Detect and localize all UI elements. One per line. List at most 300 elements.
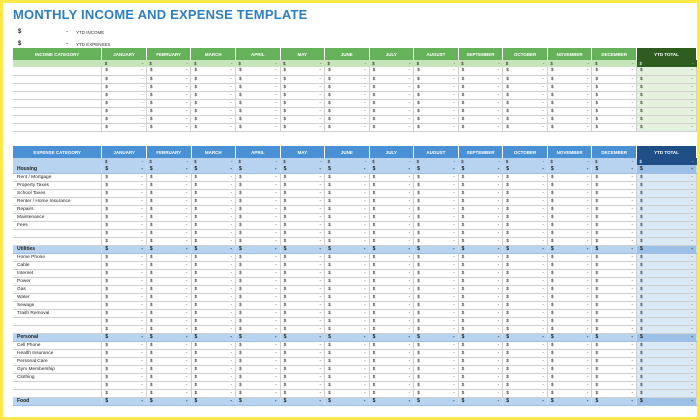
- expense-amount-cell[interactable]: [236, 309, 281, 317]
- expense-amount-cell[interactable]: [280, 253, 325, 261]
- expense-ytd-cell[interactable]: [637, 349, 697, 357]
- income-amount-cell[interactable]: [146, 83, 191, 91]
- group-total-cell[interactable]: [102, 397, 147, 405]
- expense-amount-cell[interactable]: [547, 349, 592, 357]
- expense-amount-cell[interactable]: [102, 221, 147, 229]
- expense-amount-cell[interactable]: [369, 277, 414, 285]
- group-total-cell[interactable]: [146, 333, 191, 341]
- group-total-cell[interactable]: [369, 397, 414, 405]
- month-total-cell[interactable]: [414, 158, 459, 165]
- expense-ytd-cell[interactable]: [637, 389, 697, 397]
- expense-amount-cell[interactable]: [414, 317, 459, 325]
- expense-amount-cell[interactable]: [146, 341, 191, 349]
- group-total-cell[interactable]: [280, 165, 325, 173]
- expense-amount-cell[interactable]: [547, 213, 592, 221]
- income-amount-cell[interactable]: [592, 67, 637, 75]
- group-total-cell[interactable]: [592, 397, 637, 405]
- expense-amount-cell[interactable]: [280, 309, 325, 317]
- month-total-cell[interactable]: [592, 60, 637, 67]
- month-total-cell[interactable]: [503, 158, 548, 165]
- income-amount-cell[interactable]: [102, 67, 147, 75]
- expense-amount-cell[interactable]: [191, 325, 236, 333]
- income-ytd-cell[interactable]: [637, 67, 697, 75]
- expense-category-cell[interactable]: Property Taxes: [13, 181, 102, 189]
- expense-amount-cell[interactable]: [325, 301, 370, 309]
- month-total-cell[interactable]: [325, 60, 370, 67]
- expense-ytd-cell[interactable]: [637, 269, 697, 277]
- expense-amount-cell[interactable]: [503, 229, 548, 237]
- income-amount-cell[interactable]: [592, 107, 637, 115]
- expense-amount-cell[interactable]: [369, 221, 414, 229]
- expense-amount-cell[interactable]: [547, 197, 592, 205]
- expense-amount-cell[interactable]: [369, 285, 414, 293]
- expense-amount-cell[interactable]: [414, 253, 459, 261]
- expense-amount-cell[interactable]: [369, 389, 414, 397]
- expense-amount-cell[interactable]: [547, 285, 592, 293]
- expense-amount-cell[interactable]: [280, 317, 325, 325]
- expense-amount-cell[interactable]: [236, 277, 281, 285]
- expense-amount-cell[interactable]: [503, 253, 548, 261]
- income-amount-cell[interactable]: [414, 99, 459, 107]
- expense-amount-cell[interactable]: [369, 213, 414, 221]
- expense-amount-cell[interactable]: [191, 229, 236, 237]
- expense-amount-cell[interactable]: [503, 205, 548, 213]
- income-amount-cell[interactable]: [146, 67, 191, 75]
- expense-amount-cell[interactable]: [547, 221, 592, 229]
- income-amount-cell[interactable]: [414, 67, 459, 75]
- expense-amount-cell[interactable]: [592, 357, 637, 365]
- expense-amount-cell[interactable]: [280, 357, 325, 365]
- income-amount-cell[interactable]: [146, 123, 191, 131]
- expense-amount-cell[interactable]: [236, 213, 281, 221]
- income-amount-cell[interactable]: [280, 123, 325, 131]
- expense-category-cell[interactable]: Rent / Mortgage: [13, 173, 102, 181]
- month-total-cell[interactable]: [236, 158, 281, 165]
- expense-amount-cell[interactable]: [236, 269, 281, 277]
- expense-amount-cell[interactable]: [414, 293, 459, 301]
- expense-amount-cell[interactable]: [414, 229, 459, 237]
- expense-amount-cell[interactable]: [414, 205, 459, 213]
- expense-amount-cell[interactable]: [547, 205, 592, 213]
- expense-amount-cell[interactable]: [414, 213, 459, 221]
- expense-amount-cell[interactable]: [458, 373, 503, 381]
- expense-amount-cell[interactable]: [414, 381, 459, 389]
- expense-amount-cell[interactable]: [592, 277, 637, 285]
- expense-ytd-cell[interactable]: [637, 381, 697, 389]
- expense-amount-cell[interactable]: [146, 293, 191, 301]
- expense-category-cell[interactable]: Power: [13, 277, 102, 285]
- group-total-cell[interactable]: [458, 397, 503, 405]
- expense-amount-cell[interactable]: [547, 237, 592, 245]
- expense-amount-cell[interactable]: [503, 325, 548, 333]
- income-amount-cell[interactable]: [146, 91, 191, 99]
- expense-amount-cell[interactable]: [280, 189, 325, 197]
- expense-amount-cell[interactable]: [191, 389, 236, 397]
- income-amount-cell[interactable]: [235, 83, 280, 91]
- expense-amount-cell[interactable]: [236, 317, 281, 325]
- expense-amount-cell[interactable]: [325, 309, 370, 317]
- expense-amount-cell[interactable]: [369, 381, 414, 389]
- group-total-cell[interactable]: [503, 397, 548, 405]
- expense-amount-cell[interactable]: [414, 373, 459, 381]
- expense-amount-cell[interactable]: [236, 205, 281, 213]
- expense-amount-cell[interactable]: [369, 309, 414, 317]
- expense-amount-cell[interactable]: [280, 349, 325, 357]
- expense-amount-cell[interactable]: [547, 253, 592, 261]
- expense-amount-cell[interactable]: [547, 373, 592, 381]
- group-total-cell[interactable]: [369, 333, 414, 341]
- income-amount-cell[interactable]: [414, 123, 459, 131]
- expense-ytd-cell[interactable]: [637, 373, 697, 381]
- income-amount-cell[interactable]: [235, 91, 280, 99]
- group-total-cell[interactable]: [547, 397, 592, 405]
- expense-amount-cell[interactable]: [146, 373, 191, 381]
- expense-amount-cell[interactable]: [414, 189, 459, 197]
- group-ytd-cell[interactable]: [637, 165, 697, 173]
- expense-amount-cell[interactable]: [458, 173, 503, 181]
- expense-ytd-cell[interactable]: [637, 229, 697, 237]
- expense-category-cell[interactable]: [13, 325, 102, 333]
- expense-amount-cell[interactable]: [369, 205, 414, 213]
- expense-amount-cell[interactable]: [102, 389, 147, 397]
- expense-amount-cell[interactable]: [547, 173, 592, 181]
- expense-amount-cell[interactable]: [146, 365, 191, 373]
- expense-amount-cell[interactable]: [547, 381, 592, 389]
- expense-amount-cell[interactable]: [547, 269, 592, 277]
- expense-category-cell[interactable]: [13, 389, 102, 397]
- income-category-cell[interactable]: [13, 67, 102, 75]
- income-amount-cell[interactable]: [369, 67, 414, 75]
- expense-amount-cell[interactable]: [503, 261, 548, 269]
- group-total-cell[interactable]: [280, 333, 325, 341]
- expense-amount-cell[interactable]: [503, 357, 548, 365]
- income-category-cell[interactable]: [13, 99, 102, 107]
- expense-amount-cell[interactable]: [191, 365, 236, 373]
- expense-amount-cell[interactable]: [592, 189, 637, 197]
- income-amount-cell[interactable]: [503, 75, 548, 83]
- expense-amount-cell[interactable]: [146, 173, 191, 181]
- income-amount-cell[interactable]: [325, 123, 370, 131]
- expense-amount-cell[interactable]: [280, 237, 325, 245]
- income-amount-cell[interactable]: [191, 75, 236, 83]
- income-amount-cell[interactable]: [369, 107, 414, 115]
- group-total-cell[interactable]: [236, 245, 281, 253]
- expense-amount-cell[interactable]: [592, 261, 637, 269]
- expense-ytd-cell[interactable]: [637, 189, 697, 197]
- expense-amount-cell[interactable]: [547, 389, 592, 397]
- expense-amount-cell[interactable]: [458, 285, 503, 293]
- expense-amount-cell[interactable]: [236, 237, 281, 245]
- expense-amount-cell[interactable]: [191, 309, 236, 317]
- expense-amount-cell[interactable]: [503, 309, 548, 317]
- income-amount-cell[interactable]: [547, 123, 592, 131]
- expense-amount-cell[interactable]: [191, 357, 236, 365]
- expense-amount-cell[interactable]: [547, 261, 592, 269]
- income-amount-cell[interactable]: [191, 107, 236, 115]
- expense-amount-cell[interactable]: [503, 277, 548, 285]
- expense-category-cell[interactable]: School Taxes: [13, 189, 102, 197]
- expense-amount-cell[interactable]: [414, 261, 459, 269]
- income-ytd-cell[interactable]: [637, 115, 697, 123]
- expense-amount-cell[interactable]: [369, 269, 414, 277]
- expense-amount-cell[interactable]: [458, 341, 503, 349]
- expense-amount-cell[interactable]: [325, 293, 370, 301]
- expense-amount-cell[interactable]: [191, 261, 236, 269]
- income-amount-cell[interactable]: [547, 99, 592, 107]
- expense-amount-cell[interactable]: [191, 269, 236, 277]
- expense-amount-cell[interactable]: [547, 317, 592, 325]
- expense-amount-cell[interactable]: [102, 261, 147, 269]
- expense-amount-cell[interactable]: [146, 389, 191, 397]
- income-amount-cell[interactable]: [102, 75, 147, 83]
- expense-amount-cell[interactable]: [191, 349, 236, 357]
- expense-amount-cell[interactable]: [146, 197, 191, 205]
- expense-amount-cell[interactable]: [503, 197, 548, 205]
- income-amount-cell[interactable]: [503, 67, 548, 75]
- income-amount-cell[interactable]: [369, 83, 414, 91]
- expense-amount-cell[interactable]: [191, 173, 236, 181]
- expense-category-cell[interactable]: Health Insurance: [13, 349, 102, 357]
- income-amount-cell[interactable]: [102, 83, 147, 91]
- expense-amount-cell[interactable]: [325, 261, 370, 269]
- expense-amount-cell[interactable]: [503, 237, 548, 245]
- group-total-cell[interactable]: [369, 165, 414, 173]
- expense-amount-cell[interactable]: [592, 197, 637, 205]
- expense-amount-cell[interactable]: [325, 325, 370, 333]
- group-total-cell[interactable]: [414, 245, 459, 253]
- month-total-cell[interactable]: [458, 60, 503, 67]
- expense-amount-cell[interactable]: [325, 365, 370, 373]
- expense-amount-cell[interactable]: [325, 229, 370, 237]
- expense-amount-cell[interactable]: [102, 277, 147, 285]
- month-total-cell[interactable]: [369, 60, 414, 67]
- expense-amount-cell[interactable]: [102, 357, 147, 365]
- group-total-cell[interactable]: [325, 333, 370, 341]
- expense-amount-cell[interactable]: [458, 205, 503, 213]
- income-amount-cell[interactable]: [592, 91, 637, 99]
- expense-ytd-cell[interactable]: [637, 261, 697, 269]
- group-total-cell[interactable]: [325, 245, 370, 253]
- expense-amount-cell[interactable]: [146, 181, 191, 189]
- income-category-cell[interactable]: [13, 91, 102, 99]
- income-amount-cell[interactable]: [592, 99, 637, 107]
- month-total-cell[interactable]: [146, 60, 191, 67]
- expense-amount-cell[interactable]: [592, 253, 637, 261]
- expense-amount-cell[interactable]: [458, 381, 503, 389]
- expense-amount-cell[interactable]: [503, 269, 548, 277]
- expense-amount-cell[interactable]: [592, 317, 637, 325]
- expense-amount-cell[interactable]: [414, 357, 459, 365]
- expense-amount-cell[interactable]: [191, 277, 236, 285]
- expense-amount-cell[interactable]: [547, 357, 592, 365]
- expense-amount-cell[interactable]: [280, 221, 325, 229]
- income-amount-cell[interactable]: [369, 115, 414, 123]
- expense-amount-cell[interactable]: [592, 221, 637, 229]
- expense-amount-cell[interactable]: [458, 365, 503, 373]
- expense-amount-cell[interactable]: [369, 173, 414, 181]
- expense-amount-cell[interactable]: [414, 237, 459, 245]
- income-amount-cell[interactable]: [547, 83, 592, 91]
- expense-category-cell[interactable]: Water: [13, 293, 102, 301]
- group-total-cell[interactable]: [325, 165, 370, 173]
- income-amount-cell[interactable]: [325, 83, 370, 91]
- expense-category-cell[interactable]: [13, 317, 102, 325]
- expense-amount-cell[interactable]: [146, 229, 191, 237]
- expense-amount-cell[interactable]: [592, 349, 637, 357]
- expense-category-cell[interactable]: Maintenance: [13, 213, 102, 221]
- group-total-cell[interactable]: [102, 333, 147, 341]
- expense-amount-cell[interactable]: [236, 341, 281, 349]
- expense-amount-cell[interactable]: [191, 341, 236, 349]
- income-amount-cell[interactable]: [503, 123, 548, 131]
- expense-amount-cell[interactable]: [325, 381, 370, 389]
- group-total-cell[interactable]: [146, 245, 191, 253]
- expense-amount-cell[interactable]: [236, 293, 281, 301]
- expense-amount-cell[interactable]: [503, 189, 548, 197]
- expense-amount-cell[interactable]: [369, 229, 414, 237]
- expense-amount-cell[interactable]: [102, 341, 147, 349]
- income-category-cell[interactable]: [13, 83, 102, 91]
- expense-amount-cell[interactable]: [458, 197, 503, 205]
- expense-amount-cell[interactable]: [146, 277, 191, 285]
- expense-amount-cell[interactable]: [191, 317, 236, 325]
- income-amount-cell[interactable]: [102, 107, 147, 115]
- expense-category-cell[interactable]: Internet: [13, 269, 102, 277]
- group-total-cell[interactable]: [102, 245, 147, 253]
- income-amount-cell[interactable]: [458, 123, 503, 131]
- expense-amount-cell[interactable]: [146, 317, 191, 325]
- expense-amount-cell[interactable]: [592, 173, 637, 181]
- expense-amount-cell[interactable]: [592, 285, 637, 293]
- expense-amount-cell[interactable]: [325, 189, 370, 197]
- group-total-cell[interactable]: [191, 245, 236, 253]
- expense-amount-cell[interactable]: [547, 365, 592, 373]
- expense-category-cell[interactable]: Renter / Home Insurance: [13, 197, 102, 205]
- expense-amount-cell[interactable]: [280, 205, 325, 213]
- income-amount-cell[interactable]: [235, 67, 280, 75]
- expense-amount-cell[interactable]: [369, 181, 414, 189]
- group-total-cell[interactable]: [325, 397, 370, 405]
- income-amount-cell[interactable]: [191, 91, 236, 99]
- expense-amount-cell[interactable]: [592, 181, 637, 189]
- income-amount-cell[interactable]: [191, 99, 236, 107]
- expense-amount-cell[interactable]: [503, 221, 548, 229]
- expense-amount-cell[interactable]: [102, 365, 147, 373]
- income-amount-cell[interactable]: [146, 107, 191, 115]
- expense-amount-cell[interactable]: [503, 373, 548, 381]
- expense-amount-cell[interactable]: [236, 229, 281, 237]
- income-ytd-cell[interactable]: [637, 107, 697, 115]
- income-amount-cell[interactable]: [280, 75, 325, 83]
- expense-amount-cell[interactable]: [325, 213, 370, 221]
- expense-amount-cell[interactable]: [325, 253, 370, 261]
- expense-ytd-cell[interactable]: [637, 309, 697, 317]
- expense-amount-cell[interactable]: [102, 253, 147, 261]
- income-amount-cell[interactable]: [325, 67, 370, 75]
- expense-category-cell[interactable]: Fees: [13, 221, 102, 229]
- expense-amount-cell[interactable]: [280, 285, 325, 293]
- income-amount-cell[interactable]: [102, 91, 147, 99]
- expense-amount-cell[interactable]: [236, 221, 281, 229]
- income-amount-cell[interactable]: [191, 83, 236, 91]
- income-amount-cell[interactable]: [547, 75, 592, 83]
- expense-amount-cell[interactable]: [146, 301, 191, 309]
- income-ytd-cell[interactable]: [637, 83, 697, 91]
- income-ytd-cell[interactable]: [637, 123, 697, 131]
- month-total-cell[interactable]: [280, 60, 325, 67]
- expense-amount-cell[interactable]: [102, 269, 147, 277]
- summary-value[interactable]: -: [66, 29, 68, 35]
- income-amount-cell[interactable]: [458, 83, 503, 91]
- expense-amount-cell[interactable]: [236, 325, 281, 333]
- income-amount-cell[interactable]: [102, 123, 147, 131]
- income-amount-cell[interactable]: [280, 91, 325, 99]
- expense-amount-cell[interactable]: [280, 341, 325, 349]
- expense-ytd-cell[interactable]: [637, 365, 697, 373]
- expense-amount-cell[interactable]: [592, 373, 637, 381]
- month-total-cell[interactable]: [325, 158, 370, 165]
- income-amount-cell[interactable]: [503, 115, 548, 123]
- expense-ytd-cell[interactable]: [637, 205, 697, 213]
- income-amount-cell[interactable]: [146, 75, 191, 83]
- income-amount-cell[interactable]: [414, 75, 459, 83]
- expense-amount-cell[interactable]: [503, 181, 548, 189]
- expense-amount-cell[interactable]: [369, 237, 414, 245]
- expense-amount-cell[interactable]: [146, 349, 191, 357]
- ytd-total-cell[interactable]: [637, 158, 697, 165]
- expense-ytd-cell[interactable]: [637, 301, 697, 309]
- month-total-cell[interactable]: [280, 158, 325, 165]
- expense-amount-cell[interactable]: [236, 189, 281, 197]
- expense-ytd-cell[interactable]: [637, 237, 697, 245]
- expense-amount-cell[interactable]: [414, 269, 459, 277]
- expense-amount-cell[interactable]: [236, 389, 281, 397]
- expense-amount-cell[interactable]: [280, 261, 325, 269]
- expense-amount-cell[interactable]: [236, 373, 281, 381]
- expense-amount-cell[interactable]: [592, 301, 637, 309]
- expense-amount-cell[interactable]: [191, 301, 236, 309]
- expense-amount-cell[interactable]: [280, 373, 325, 381]
- expense-amount-cell[interactable]: [547, 309, 592, 317]
- expense-amount-cell[interactable]: [547, 325, 592, 333]
- expense-category-cell[interactable]: [13, 229, 102, 237]
- expense-category-cell[interactable]: Cell Phone: [13, 341, 102, 349]
- expense-amount-cell[interactable]: [458, 181, 503, 189]
- expense-amount-cell[interactable]: [458, 293, 503, 301]
- expense-amount-cell[interactable]: [102, 309, 147, 317]
- income-ytd-cell[interactable]: [637, 91, 697, 99]
- expense-amount-cell[interactable]: [369, 325, 414, 333]
- expense-amount-cell[interactable]: [369, 197, 414, 205]
- expense-amount-cell[interactable]: [146, 381, 191, 389]
- group-ytd-cell[interactable]: [637, 245, 697, 253]
- expense-amount-cell[interactable]: [503, 349, 548, 357]
- expense-amount-cell[interactable]: [236, 181, 281, 189]
- expense-category-cell[interactable]: Trash Removal: [13, 309, 102, 317]
- month-total-cell[interactable]: [547, 60, 592, 67]
- month-total-cell[interactable]: [369, 158, 414, 165]
- expense-amount-cell[interactable]: [503, 365, 548, 373]
- expense-amount-cell[interactable]: [369, 365, 414, 373]
- expense-amount-cell[interactable]: [191, 213, 236, 221]
- expense-amount-cell[interactable]: [325, 349, 370, 357]
- expense-ytd-cell[interactable]: [637, 221, 697, 229]
- expense-amount-cell[interactable]: [102, 197, 147, 205]
- income-amount-cell[interactable]: [325, 99, 370, 107]
- expense-amount-cell[interactable]: [592, 389, 637, 397]
- group-total-cell[interactable]: [547, 165, 592, 173]
- expense-amount-cell[interactable]: [369, 341, 414, 349]
